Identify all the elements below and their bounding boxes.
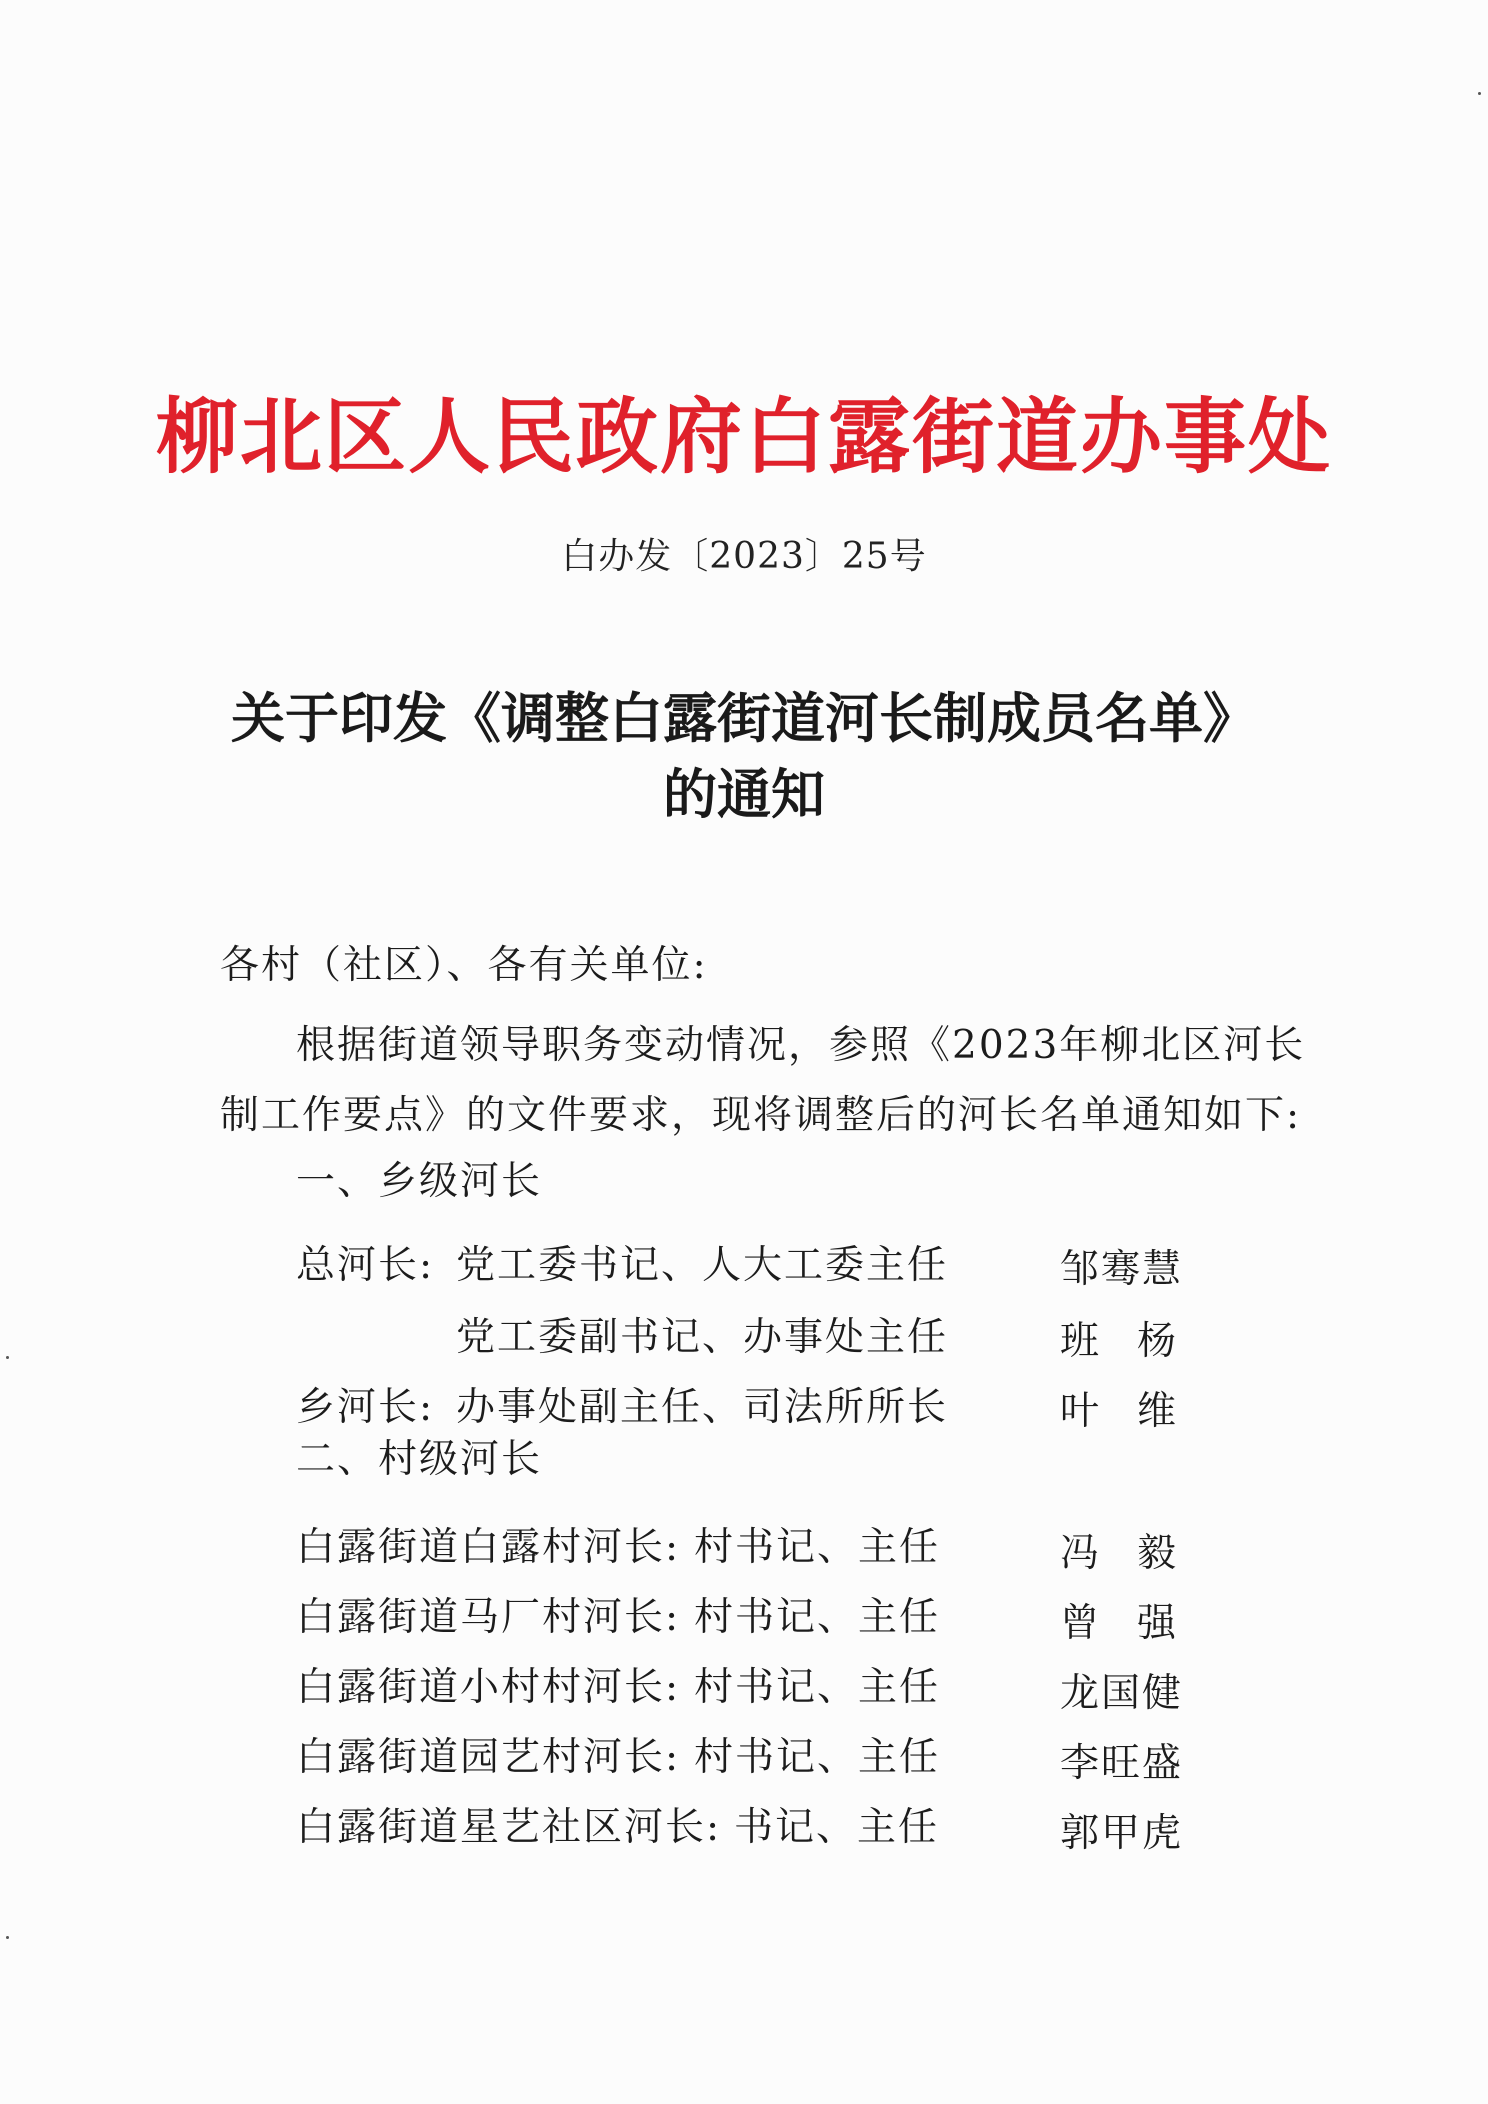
org-header-title: 柳北区人民政府白露街道办事处 — [155, 389, 1332, 485]
village-position: 村书记、主任 — [694, 1665, 941, 1710]
chief-name: 班杨 — [1060, 1319, 1215, 1364]
chief-position: 办事处副主任、司法所所长 — [456, 1385, 949, 1430]
salutation: 各村（社区）、各有关单位: — [220, 943, 708, 988]
notice-title-line2: 的通知 — [663, 762, 825, 826]
village-chief-name: 冯毅 — [1060, 1531, 1215, 1576]
village-unit: 白露街道白露村河长: — [296, 1525, 681, 1570]
chief-name: 邹骞慧 — [1060, 1247, 1184, 1292]
village-chief-name: 李旺盛 — [1060, 1741, 1184, 1786]
body-paragraph-line2: 制工作要点》的文件要求，现将调整后的河长名单通知如下: — [220, 1093, 1302, 1138]
section-heading-township: 一、乡级河长 — [296, 1159, 543, 1204]
notice-title-line1: 关于印发《调整白露街道河长制成员名单》 — [231, 686, 1257, 750]
chief-position: 党工委副书记、办事处主任 — [456, 1315, 949, 1360]
village-position: 书记、主任 — [734, 1805, 940, 1850]
village-unit: 白露街道星艺社区河长: — [296, 1805, 722, 1850]
scan-speck — [6, 1936, 9, 1939]
section-heading-village: 二、村级河长 — [296, 1437, 543, 1482]
chief-position: 党工委书记、人大工委主任 — [456, 1243, 949, 1288]
role-label-township: 乡河长: — [296, 1385, 435, 1430]
village-chief-name: 龙国健 — [1060, 1671, 1184, 1716]
village-position: 村书记、主任 — [694, 1595, 941, 1640]
village-chief-name: 郭甲虎 — [1060, 1811, 1184, 1856]
scan-speck — [6, 1356, 9, 1359]
village-chief-name: 曾强 — [1060, 1601, 1215, 1646]
document-number: 白办发〔2023〕25号 — [561, 536, 927, 577]
village-unit: 白露街道马厂村河长: — [296, 1595, 681, 1640]
village-unit: 白露街道小村村河长: — [296, 1665, 681, 1710]
village-position: 村书记、主任 — [694, 1525, 941, 1570]
village-unit: 白露街道园艺村河长: — [296, 1735, 681, 1780]
chief-name: 叶维 — [1060, 1389, 1215, 1434]
village-position: 村书记、主任 — [694, 1735, 941, 1780]
scan-speck — [1478, 92, 1481, 95]
body-paragraph-line1: 根据街道领导职务变动情况，参照《2023年柳北区河长 — [296, 1023, 1306, 1068]
role-label-chief: 总河长: — [296, 1243, 435, 1288]
